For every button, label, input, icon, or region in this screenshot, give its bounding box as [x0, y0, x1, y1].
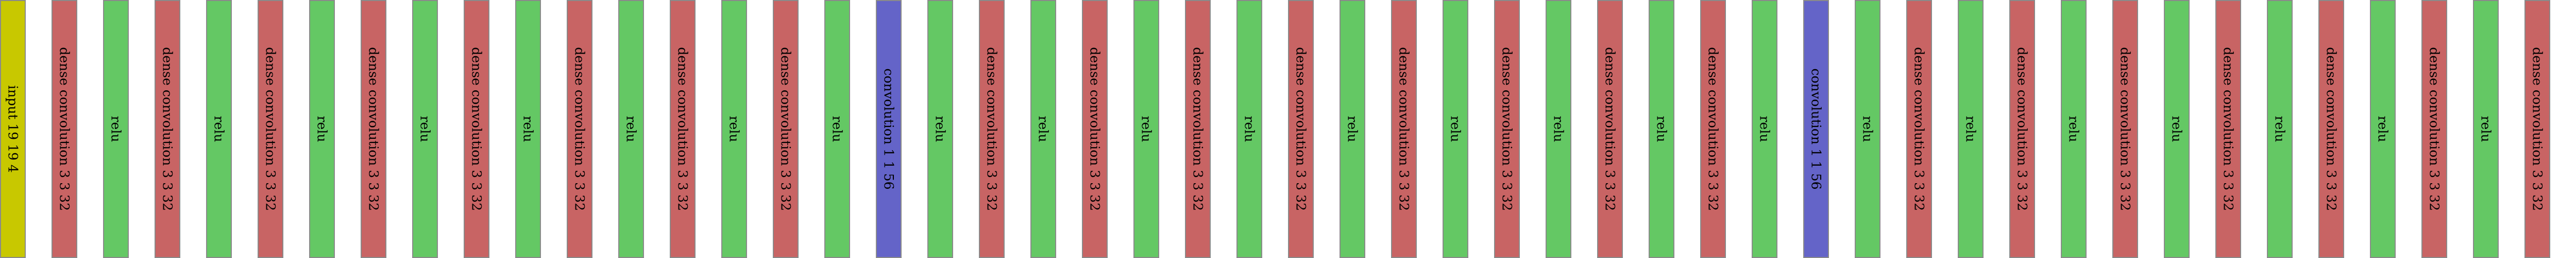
layer-relu-26 [1340, 0, 1365, 258]
layer-relu-22 [1133, 0, 1159, 258]
layer-label: dense convolution 3 3 32 [778, 47, 793, 211]
layer-label: convolution 1 1 56 [881, 68, 896, 190]
layer-label: relu [1757, 116, 1772, 142]
layer-label: relu [1963, 116, 1978, 142]
layer-dense-convolution-45 [2318, 0, 2344, 258]
layer-dense-convolution-41 [2112, 0, 2138, 258]
layer-label: dense convolution 3 3 32 [984, 47, 999, 211]
layer-label: dense convolution 3 3 32 [675, 47, 690, 211]
layer-dense-convolution-29 [1494, 0, 1520, 258]
layer-label: relu [1036, 116, 1051, 142]
layer-relu-4 [206, 0, 232, 258]
layer-dense-convolution-11 [567, 0, 592, 258]
layer-relu-16 [824, 0, 850, 258]
layer-label: relu [2066, 116, 2081, 142]
layer-dense-convolution-25 [1288, 0, 1314, 258]
layer-label: relu [1345, 116, 1360, 142]
layer-label: dense convolution 3 3 32 [160, 47, 175, 211]
layer-relu-48 [2473, 0, 2499, 258]
layer-label: relu [2478, 116, 2494, 142]
layer-convolution-35 [1803, 0, 1829, 258]
layer-dense-convolution-27 [1391, 0, 1417, 258]
layer-label: dense convolution 3 3 32 [1396, 47, 1412, 211]
layer-label: relu [933, 116, 948, 142]
layer-label: relu [108, 116, 124, 142]
layer-label: relu [520, 116, 536, 142]
layer-label: dense convolution 3 3 32 [2221, 47, 2236, 211]
layer-label: dense convolution 3 3 32 [263, 47, 278, 211]
layer-relu-6 [309, 0, 335, 258]
layer-relu-18 [927, 0, 953, 258]
layer-relu-24 [1236, 0, 1262, 258]
layer-label: relu [1448, 116, 1463, 142]
layer-dense-convolution-9 [464, 0, 489, 258]
layer-label: dense convolution 3 3 32 [572, 47, 587, 211]
layer-relu-2 [103, 0, 129, 258]
layer-relu-42 [2164, 0, 2190, 258]
layer-label: dense convolution 3 3 32 [1293, 47, 1309, 211]
layer-label: dense convolution 3 3 32 [1190, 47, 1206, 211]
layer-relu-46 [2370, 0, 2396, 258]
layer-dense-convolution-21 [1082, 0, 1108, 258]
layer-label: convolution 1 1 56 [1808, 68, 1824, 190]
layer-dense-convolution-23 [1185, 0, 1211, 258]
layer-label: relu [2272, 116, 2287, 142]
layer-convolution-17 [876, 0, 902, 258]
layer-dense-convolution-33 [1700, 0, 1726, 258]
layer-dense-convolution-31 [1597, 0, 1623, 258]
layer-label: dense convolution 3 3 32 [469, 47, 484, 211]
layer-label: relu [1551, 116, 1566, 142]
layer-dense-convolution-37 [1906, 0, 1932, 258]
layer-label: dense convolution 3 3 32 [1911, 47, 1927, 211]
layer-label: dense convolution 3 3 32 [2117, 47, 2133, 211]
layer-label: relu [1654, 116, 1669, 142]
layer-dense-convolution-13 [670, 0, 696, 258]
layer-relu-20 [1030, 0, 1056, 258]
layer-dense-convolution-5 [258, 0, 283, 258]
layer-label: relu [623, 116, 639, 142]
layer-label: relu [1139, 116, 1154, 142]
layer-label: relu [211, 116, 227, 142]
layer-relu-10 [515, 0, 541, 258]
layer-relu-8 [412, 0, 438, 258]
layer-label: relu [417, 116, 433, 142]
layer-relu-32 [1649, 0, 1674, 258]
layer-label: relu [726, 116, 742, 142]
layer-label: dense convolution 3 3 32 [2014, 47, 2030, 211]
layer-label: relu [1242, 116, 1257, 142]
layer-dense-convolution-47 [2421, 0, 2447, 258]
layer-relu-36 [1855, 0, 1880, 258]
layer-label: relu [1860, 116, 1875, 142]
layer-dense-convolution-43 [2215, 0, 2241, 258]
layer-label: relu [314, 116, 330, 142]
layer-label: relu [829, 116, 845, 142]
layer-relu-14 [721, 0, 747, 258]
layer-relu-38 [1958, 0, 1984, 258]
layer-relu-34 [1752, 0, 1777, 258]
layer-dense-convolution-19 [979, 0, 1005, 258]
layer-label: dense convolution 3 3 32 [2427, 47, 2442, 211]
layer-label: dense convolution 3 3 32 [57, 47, 72, 211]
layer-label: dense convolution 3 3 32 [1602, 47, 1618, 211]
layer-label: dense convolution 3 3 32 [2324, 47, 2339, 211]
layer-label: dense convolution 3 3 32 [1705, 47, 1721, 211]
layer-relu-12 [618, 0, 644, 258]
layer-dense-convolution-39 [2009, 0, 2035, 258]
layer-label: input 19 19 4 [5, 85, 21, 173]
layer-dense-convolution-49 [2524, 0, 2550, 258]
layer-input-0 [0, 0, 26, 258]
layer-label: relu [2375, 116, 2391, 142]
layer-label: relu [2169, 116, 2184, 142]
layer-dense-convolution-1 [52, 0, 77, 258]
layer-relu-28 [1443, 0, 1468, 258]
layer-dense-convolution-3 [155, 0, 180, 258]
layer-relu-40 [2061, 0, 2087, 258]
layer-dense-convolution-7 [361, 0, 386, 258]
layer-relu-30 [1546, 0, 1571, 258]
layer-label: dense convolution 3 3 32 [1499, 47, 1515, 211]
layer-dense-convolution-15 [773, 0, 799, 258]
layer-label: dense convolution 3 3 32 [1087, 47, 1103, 211]
layer-label: dense convolution 3 3 32 [366, 47, 381, 211]
layer-relu-44 [2267, 0, 2293, 258]
layer-label: dense convolution 3 3 32 [2530, 47, 2545, 211]
